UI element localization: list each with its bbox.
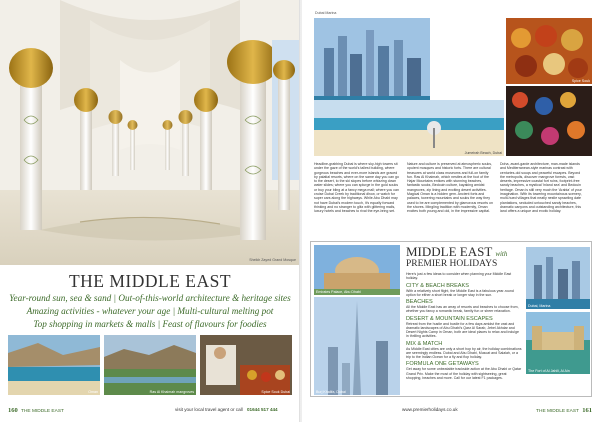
fort-photo — [526, 312, 590, 374]
palace-photo — [314, 245, 400, 295]
thumb-spice-souk — [200, 335, 292, 395]
right-footer — [536, 407, 592, 414]
caption-beach: Jumeirah Beach, Dubai — [464, 151, 502, 155]
skyline-photo — [314, 18, 430, 108]
box-subtitle: PREMIER HOLIDAYS — [406, 259, 498, 269]
box-text-2: All the Middle East has an array of resorts and beaches to choose from, whether you fancy a romantic break, family fun or sheer relaxation. — [406, 305, 519, 314]
left-footer — [8, 407, 64, 414]
caption-burj: Burj Khalifa, Dubai — [316, 390, 346, 394]
page-title: THE MIDDLE EAST — [68, 271, 232, 291]
box-heading-2: BEACHES — [406, 299, 433, 305]
footer-text: visit your local travel agent or call — [175, 407, 243, 412]
body-column-3: Doha, avant-garde architecture, man-made islands and Mediterranean-style marinas contrast with centuries-old souqs and peaceful escapes. Beyond the metropolis, discover mangrove forests, vast deserts, impressive coastal fort ruins, footprint-free sandy beaches, a mystical 'inland sea' and Bedouin heritage. Oman is still very much the 'Arabia' of your imagination. With its towering mountainous scenery, multi-hued villages that neatly nestle sprawling date plantations, secluded untouched sandy beaches, dramatic canyons and outstanding architecture, this land offers a unique and exotic holiday. — [500, 162, 582, 214]
fort-image — [526, 312, 590, 374]
page-number-right: 161 — [582, 407, 592, 414]
oman-beach-image — [8, 335, 100, 395]
mosque-illustration — [0, 0, 300, 265]
caption-city: Dubai, Marina — [528, 304, 551, 308]
lanterns-photo — [506, 86, 592, 156]
burj-image — [314, 297, 400, 395]
box-text-1: With a relatively short flight, the Middle East is a fabulous year-round option for either a short break or longer stay in the sun. — [406, 288, 514, 297]
box-text-4: As Middle East cities are only a short hop by air, the holiday combinations are seemingly endless. Dubai and Abu Dhabi, Muscat and Salalah, or a trip to the Indian Ocean for a fly and flop holiday. — [406, 346, 522, 359]
caption-skyline: Dubai Marina — [315, 11, 337, 15]
box-text — [406, 272, 522, 380]
tagline-3: Top shopping in markets & malls | Feast of flavours for foodies — [33, 319, 267, 329]
page-number-left: 160 — [8, 407, 18, 414]
skyline-image — [314, 18, 430, 108]
lanterns-image — [506, 86, 592, 156]
thumb-caption-souk: Spice Souk Dubai — [261, 390, 290, 394]
box-text-5: Get away for some unbeatable trackside action at the Abu Dhabi or Qatar Grand Prix. Make the most of the holiday with sightseeing, great shopping, beaches and more. Call for our latest F1 packages. — [406, 367, 522, 380]
hero-caption: Sheikh Zayed Grand Mosque — [249, 258, 296, 262]
body-column-2: Nature and culture is preserved at atmospheric souks, opulent mosques and historic forts. There are cultural treasures at world class museums and full-on family fun. Ras Al Khaimah, which nestles at the foot of the Hajar Mountains entices with stunning beaches, fantastic souks, Bedouin culture, kayaking amidst mangroves, zip lining and exciting desert activities. Magical Oman is a hidden gem. Ancient forts and palaces, towering mountains and souks the way they used to be are complemented by glamorous resorts on the shores. Mingling tradition with modernity, Oman excites both young and old, in the impressive capital. — [407, 162, 493, 214]
city-photo — [526, 247, 590, 309]
caption-palace: Emirates Palace, Abu Dhabi — [316, 290, 361, 294]
thumbnail-strip — [8, 335, 292, 395]
thumb-oman — [8, 335, 100, 395]
burj-photo — [314, 297, 400, 395]
box-intro: Here's just a few ideas to consider when planning your Middle East holiday. — [406, 272, 512, 281]
spice-souk-image — [200, 335, 292, 395]
caption-fort: The Fort of Al Jahili, Al Ain — [528, 369, 570, 373]
tagline-1: Year-round sun, sea & sand | Out-of-this-world architecture & heritage sites — [9, 293, 291, 303]
body-column-1: Headline-grabbing Dubai is where sky-high towers sit under the gaze of the world's tallest building, where gorgeous beaches and ever-more islands are graced by palatial resorts, where on the same day you can go to the desert, to the ski slopes before whizzing down water slides; where you can splurge in the gold souks or buy your bling at a fancy mega mall; where you can cruise Dubai Creek by traditional dhow, or watch for super cars along the highways. While Abu Dhabi may not have Dubai's modern touch, it's equally forward thinking and no stranger to glitz with glittering malls, luxury hotels and beaches to rival the eye-bring set. — [314, 162, 399, 214]
box-heading-4: MIX & MATCH — [406, 340, 443, 347]
beach-photo — [314, 100, 504, 156]
thumb-caption-oman: Oman — [88, 390, 98, 394]
section-label-right: THE MIDDLE EAST — [536, 409, 579, 414]
thumb-mangroves — [104, 335, 196, 395]
box-text-3: Retreat from the hustle and bustle for a few days amidst the vast and dramatic landscapes of Abu Dhabi's Qasr Al Sarab, Jebel Akhdar and Desert Nights Camp in Oman, both are ideal places to relax and indulge in thrilling activities. — [406, 321, 519, 339]
palace-image — [314, 245, 400, 295]
box-title — [406, 244, 507, 260]
mangroves-image — [104, 335, 196, 395]
right-page — [302, 0, 600, 422]
box-title-with: with — [495, 250, 508, 258]
box-heading-5: FORMULA ONE GETAWAYS — [406, 361, 479, 368]
thumb-caption-mangroves: Ras Al Khaimah mangroves — [149, 390, 194, 394]
section-label-left: THE MIDDLE EAST — [21, 409, 64, 414]
caption-souk: Spice Souk — [571, 79, 590, 83]
left-footer-contact — [175, 407, 278, 412]
box-title-main: MIDDLE EAST — [406, 244, 493, 259]
footer-phone: 01644 517 444 — [246, 407, 278, 412]
mosque-colonnade-photo — [0, 0, 300, 265]
city-image — [526, 247, 590, 309]
souk-goods-image — [506, 18, 592, 84]
box-heading-3: DESERT & MOUNTAIN ESCAPES — [406, 315, 493, 322]
box-heading-1: CITY & BEACH BREAKS — [406, 282, 470, 289]
beach-image — [314, 100, 504, 156]
footer-website: www.premierholidays.co.uk — [402, 407, 458, 412]
tagline-2: Amazing activities - whatever your age | Multi-cultural melting pot — [26, 306, 274, 316]
spice-souk-photo — [506, 18, 592, 84]
